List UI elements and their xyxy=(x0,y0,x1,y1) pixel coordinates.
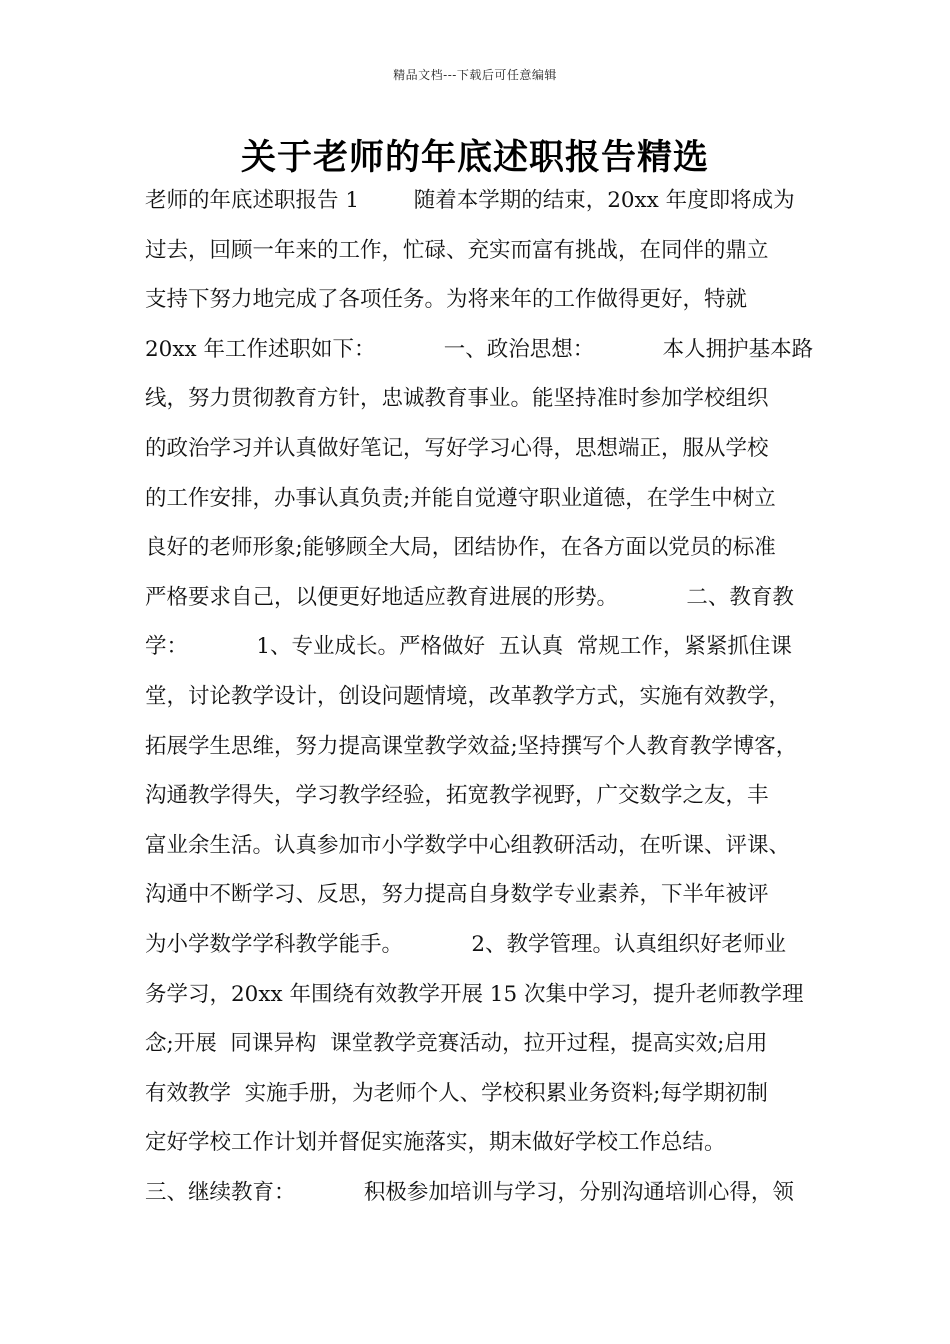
body-line: 念;开展 同课异构 课堂教学竞赛活动，拉开过程，提高实效;启用 xyxy=(145,1031,768,1057)
body-line: 堂，讨论教学设计，创设问题情境，改革教学方式，实施有效教学， xyxy=(145,683,791,709)
body-line: 为小学数学学科教学能手。 2、教学管理。认真组织好老师业 xyxy=(145,931,787,957)
body-line: 的工作安排，办事认真负责;并能自觉遵守职业道德，在学生中树立 xyxy=(145,485,776,511)
body-line: 支持下努力地完成了各项任务。为将来年的工作做得更好，特就 xyxy=(145,287,748,313)
body-line: 良好的老师形象;能够顾全大局，团结协作，在各方面以党员的标准 xyxy=(145,535,776,561)
body-line: 线，努力贯彻教育方针，忠诚教育事业。能坚持准时参加学校组织 xyxy=(145,386,769,412)
body-line: 务学习，20xx 年围绕有效教学开展 15 次集中学习，提升老师教学理 xyxy=(145,981,804,1007)
body-line: 沟通教学得失，学习教学经验，拓宽教学视野，广交数学之友，丰 xyxy=(145,783,769,809)
body-line: 富业余生活。认真参加市小学数学中心组教研活动，在听课、评课、 xyxy=(145,832,791,858)
body-line: 沟通中不断学习、反思，努力提高自身数学专业素养，下半年被评 xyxy=(145,882,769,908)
body-line: 过去，回顾一年来的工作，忙碌、充实而富有挑战，在同伴的鼎立 xyxy=(145,237,769,263)
body-line: 有效教学 实施手册，为老师个人、学校积累业务资料;每学期初制 xyxy=(145,1080,768,1106)
body-line: 定好学校工作计划并督促实施落实，期末做好学校工作总结。 xyxy=(145,1130,726,1156)
body-text xyxy=(145,181,825,1222)
body-line: 的政治学习并认真做好笔记，写好学习心得，思想端正，服从学校 xyxy=(145,435,769,461)
header-note: 精品文档---下载后可任意编辑 xyxy=(393,68,557,82)
body-line: 严格要求自己，以便更好地适应教育进展的形势。 二、教育教 xyxy=(145,584,794,610)
body-line: 20xx 年工作述职如下： 一、政治思想： 本人拥护基本路 xyxy=(145,336,814,362)
body-line: 学： 1、专业成长。严格做好 五认真 常规工作，紧紧抓住课 xyxy=(145,634,792,660)
document-title: 关于老师的年底述职报告精选 xyxy=(240,138,709,178)
body-line: 三、继续教育： 积极参加培训与学习，分别沟通培训心得，领 xyxy=(145,1179,794,1205)
body-line: 拓展学生思维，努力提高课堂教学效益;坚持撰写个人教育教学博客， xyxy=(145,733,798,759)
body-line: 老师的年底述职报告 1 随着本学期的结束，20xx 年度即将成为 xyxy=(145,188,795,213)
